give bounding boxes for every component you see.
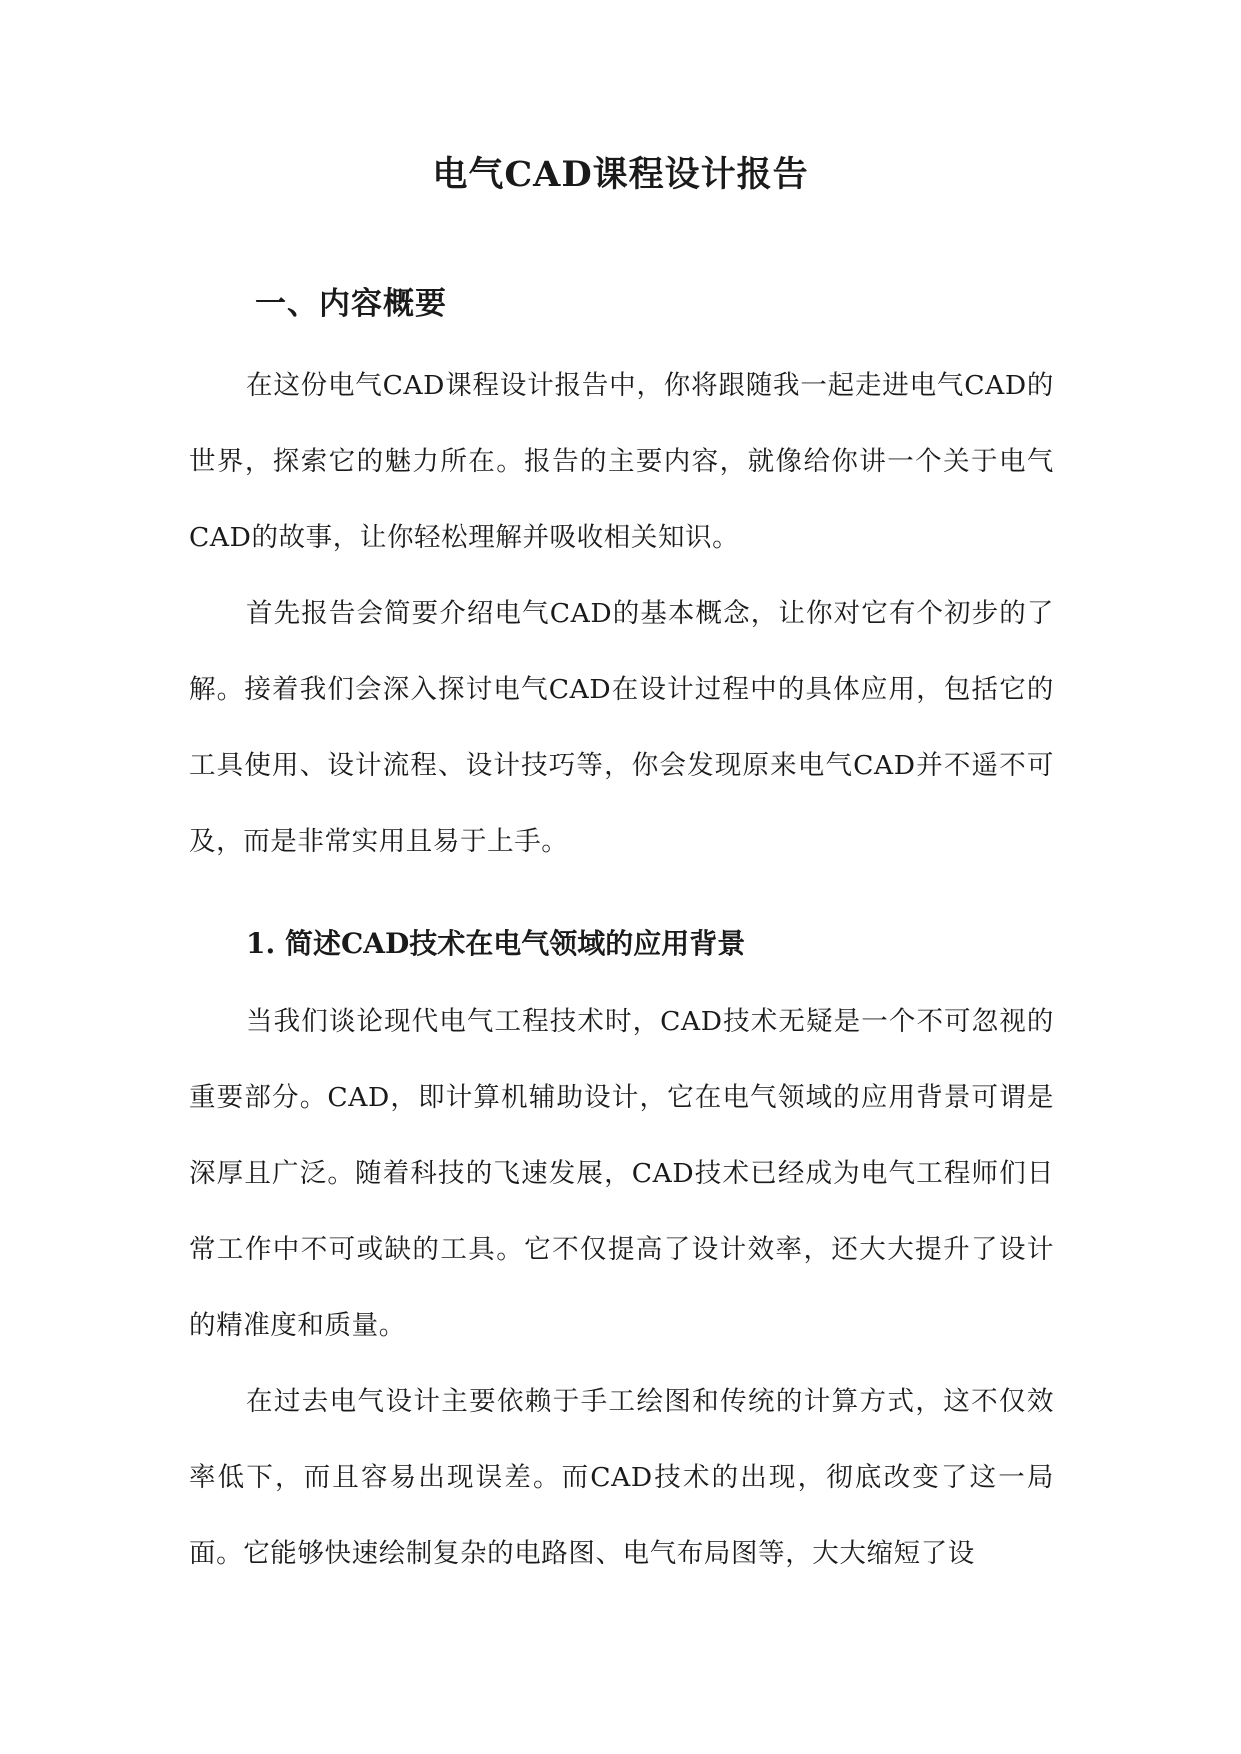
paragraph-overview: 首先报告会简要介绍电气CAD的基本概念，让你对它有个初步的了解。接着我们会深入探讨电气CAD在设计过程中的具体应用，包括它的工具使用、设计流程、设计技巧等，你会发现原来电气CAD并不遥不可及，而是非常实用且易于上手。	[189, 598, 1054, 857]
document-title: 电气CAD课程设计报告	[432, 154, 809, 195]
paragraph-intro: 在这份电气CAD课程设计报告中，你将跟随我一起走进电气CAD的世界，探索它的魅力所在。报告的主要内容，就像给你讲一个关于电气CAD的故事，让你轻松理解并吸收相关知识。	[189, 370, 1054, 553]
subsection-heading-background: 1. 简述CAD技术在电气领域的应用背景	[246, 927, 746, 960]
paragraph-cad-importance: 当我们谈论现代电气工程技术时，CAD技术无疑是一个不可忽视的重要部分。CAD，即计算机辅助设计，它在电气领域的应用背景可谓是深厚且广泛。随着科技的飞速发展，CAD技术已经成为电气工程师们日常工作中不可或缺的工具。它不仅提高了设计效率，还大大提升了设计的精准度和质量。	[189, 1006, 1054, 1341]
section-heading-summary: 一、内容概要	[255, 286, 447, 322]
paragraph-cad-history: 在过去电气设计主要依赖于手工绘图和传统的计算方式，这不仅效率低下，而且容易出现误差。而CAD技术的出现，彻底改变了这一局面。它能够快速绘制复杂的电路图、电气布局图等，大大缩短了设	[189, 1386, 1054, 1569]
